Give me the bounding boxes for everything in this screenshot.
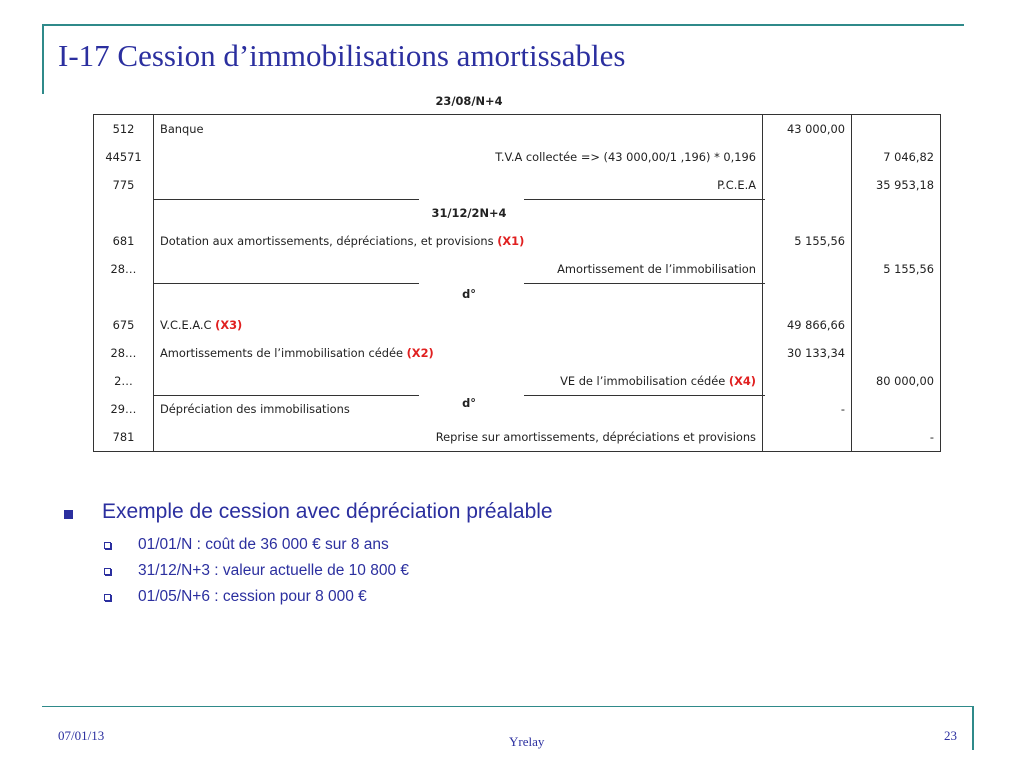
debit-amount-cell: [763, 143, 852, 171]
entry-label-cell: [154, 423, 763, 452]
debit-amount-cell: [763, 283, 852, 311]
credit-amount-cell: [852, 199, 941, 227]
credit-amount-cell: [852, 283, 941, 311]
entry-label-text: T.V.A collectée => (43 000,00/1 ,196) * 0,196: [495, 150, 756, 164]
entry-label-text: Dotation aux amortissements, dépréciations, et provisions: [160, 234, 498, 248]
journal-date-2: 31/12/2N+4: [431, 206, 507, 220]
sub-bullet-text: 01/05/N+6 : cession pour 8 000 €: [138, 588, 367, 605]
entry-reference-tag: (X4): [728, 374, 756, 388]
credit-amount-cell: [852, 339, 941, 367]
entry-label-text: Dépréciation des immobilisations: [160, 402, 350, 416]
entry-label-text: Banque: [160, 122, 204, 136]
debit-amount-cell: 49 866,66: [763, 311, 852, 339]
slide-title: I-17 Cession d’immobilisations amortissables: [58, 38, 626, 73]
entry-label-text: Reprise sur amortissements, dépréciations et provisions: [435, 430, 756, 444]
credit-amount-cell: -: [852, 423, 941, 452]
square-bullet-icon: [64, 510, 73, 519]
entry-reference-tag: (X2): [406, 346, 434, 360]
entry-label-cell: [154, 367, 763, 395]
credit-amount-cell: 7 046,82: [852, 143, 941, 171]
journal-separator-2-left: [153, 283, 419, 284]
title-frame-vertical-line: [42, 24, 44, 94]
entry-label-cell: [154, 311, 763, 339]
bullet-item: [64, 500, 553, 530]
debit-amount-cell: [763, 367, 852, 395]
credit-amount-cell: 80 000,00: [852, 367, 941, 395]
journal-row: [94, 339, 941, 367]
journal-row: [94, 143, 941, 171]
hollow-square-bullet-icon: [104, 594, 111, 601]
entry-label-cell: [154, 115, 763, 144]
account-number-cell: 2…: [94, 367, 154, 395]
bullet-list: [64, 500, 553, 610]
debit-amount-cell: [763, 423, 852, 452]
entry-label-text: P.C.E.A: [717, 178, 756, 192]
account-number-cell: 681: [94, 227, 154, 255]
sub-bullet-text: 31/12/N+3 : valeur actuelle de 10 800 €: [138, 562, 410, 579]
title-frame-horizontal-line: [42, 24, 964, 26]
entry-label-cell: [154, 171, 763, 199]
entry-label-cell: [154, 339, 763, 367]
journal-separator-1-right: [524, 199, 765, 200]
credit-amount-cell: 5 155,56: [852, 255, 941, 283]
journal-separator-1-left: [153, 199, 419, 200]
journal-date-1: 23/08/N+4: [435, 94, 503, 108]
debit-amount-cell: 5 155,56: [763, 227, 852, 255]
journal-row: [94, 227, 941, 255]
entry-label-text: VE de l’immobilisation cédée: [560, 374, 729, 388]
entry-label-text: V.C.E.A.C: [160, 318, 216, 332]
journal-separator-3-right: [524, 395, 765, 396]
footer-vertical-line: [972, 706, 974, 750]
footer-date: 07/01/13: [58, 728, 105, 743]
credit-amount-cell: [852, 115, 941, 144]
credit-amount-cell: [852, 311, 941, 339]
account-number-cell: 44571: [94, 143, 154, 171]
credit-amount-cell: [852, 395, 941, 423]
sub-bullet-text: 01/01/N : coût de 36 000 € sur 8 ans: [138, 536, 389, 553]
bullet-text: Exemple de cession avec dépréciation préalable: [102, 500, 553, 523]
journal-separator-3-left: [153, 395, 419, 396]
hollow-square-bullet-icon: [104, 542, 111, 549]
credit-amount-cell: 35 953,18: [852, 171, 941, 199]
footer-divider: [42, 706, 974, 707]
debit-amount-cell: [763, 199, 852, 227]
entry-reference-tag: (X3): [215, 318, 243, 332]
debit-amount-cell: -: [763, 395, 852, 423]
entry-label-cell: [154, 227, 763, 255]
account-number-cell: 512: [94, 115, 154, 144]
debit-amount-cell: 30 133,34: [763, 339, 852, 367]
credit-amount-cell: [852, 227, 941, 255]
account-number-cell: 781: [94, 423, 154, 452]
journal-row: [94, 423, 941, 452]
debit-amount-cell: [763, 171, 852, 199]
entry-label-text: Amortissements de l’immobilisation cédée: [160, 346, 407, 360]
account-number-cell: 28…: [94, 339, 154, 367]
account-number-cell: [94, 199, 154, 227]
journal-row: [94, 367, 941, 395]
entry-label-text: Amortissement de l’immobilisation: [557, 262, 756, 276]
account-number-cell: [94, 283, 154, 311]
account-number-cell: 675: [94, 311, 154, 339]
sub-bullet-item: [64, 532, 553, 558]
journal-date-4: d°: [462, 396, 476, 410]
journal-separator-2-right: [524, 283, 765, 284]
entry-reference-tag: (X1): [497, 234, 525, 248]
account-number-cell: 29…: [94, 395, 154, 423]
sub-bullet-item: [64, 584, 553, 610]
journal-row: [94, 115, 941, 144]
journal-row: [94, 171, 941, 199]
debit-amount-cell: 43 000,00: [763, 115, 852, 144]
journal-row: [94, 311, 941, 339]
footer-author: Yrelay: [509, 734, 545, 749]
entry-label-cell: [154, 143, 763, 171]
debit-amount-cell: [763, 255, 852, 283]
hollow-square-bullet-icon: [104, 568, 111, 575]
journal-row: [94, 255, 941, 283]
sub-bullet-item: [64, 558, 553, 584]
account-number-cell: 775: [94, 171, 154, 199]
footer-page-number: 23: [944, 728, 957, 743]
entry-label-cell: [154, 255, 763, 283]
account-number-cell: 28…: [94, 255, 154, 283]
journal-date-3: d°: [462, 287, 476, 301]
